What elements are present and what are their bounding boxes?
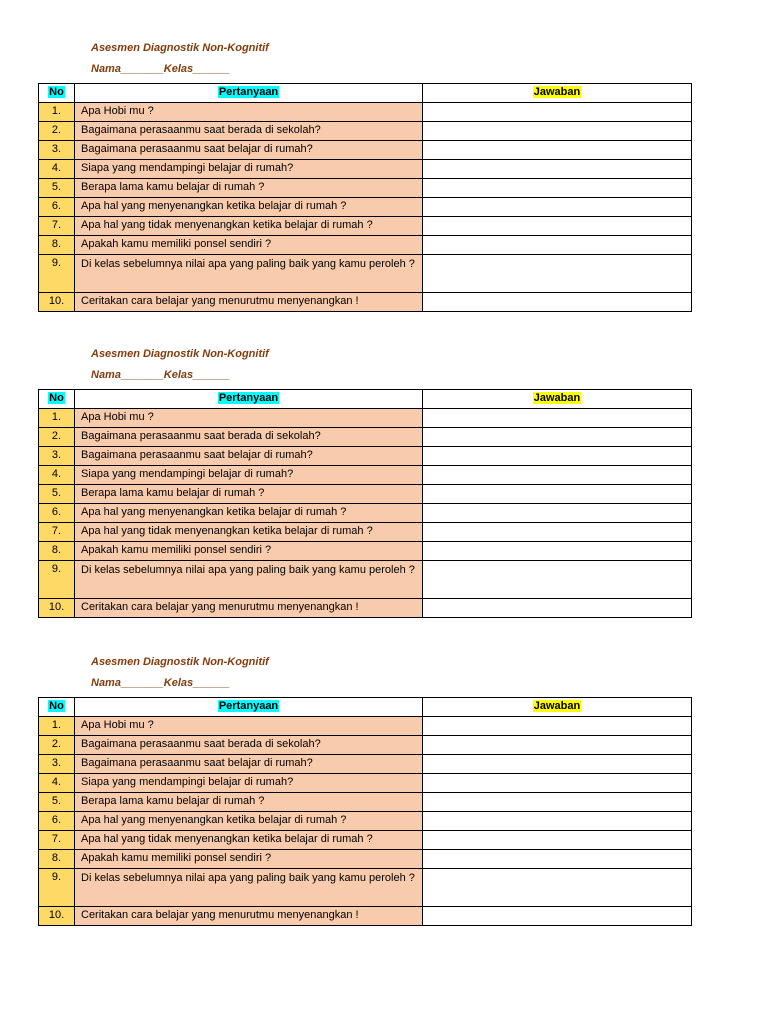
question-text: Berapa lama kamu belajar di rumah ?: [75, 485, 423, 504]
header-no-cell: [39, 698, 75, 717]
table-row: [39, 755, 692, 774]
answer-cell[interactable]: [423, 717, 692, 736]
answer-cell[interactable]: [423, 255, 692, 293]
row-number: 8.: [39, 850, 75, 869]
question-text-wrapped: Di kelas sebelumnya nilai apa yang paling baik yang kamu peroleh ?: [81, 258, 415, 270]
table-row: [39, 523, 692, 542]
table-row: [39, 736, 692, 755]
row-number: 10.: [39, 907, 75, 926]
answer-cell[interactable]: [423, 850, 692, 869]
row-number: 5.: [39, 179, 75, 198]
answer-cell[interactable]: [423, 466, 692, 485]
name-class-line: Nama_______Kelas______: [91, 369, 230, 381]
table-row: [39, 850, 692, 869]
table-row: [39, 409, 692, 428]
question-table: [38, 83, 692, 312]
answer-cell[interactable]: [423, 599, 692, 618]
row-number: 2.: [39, 428, 75, 447]
header-no: No: [49, 392, 64, 404]
question-text: Apa Hobi mu ?: [75, 103, 423, 122]
answer-cell[interactable]: [423, 293, 692, 312]
header-answer: Jawaban: [533, 392, 581, 404]
row-number: 4.: [39, 774, 75, 793]
table-row: [39, 447, 692, 466]
answer-cell[interactable]: [423, 736, 692, 755]
answer-cell[interactable]: [423, 869, 692, 907]
answer-cell[interactable]: [423, 561, 692, 599]
table-header-row: [39, 698, 692, 717]
table-row: [39, 198, 692, 217]
question-text-wrapped: Di kelas sebelumnya nilai apa yang paling baik yang kamu peroleh ?: [81, 564, 415, 576]
question-text: Bagaimana perasaanmu saat berada di sekolah?: [75, 736, 423, 755]
row-number: 4.: [39, 160, 75, 179]
header-answer: Jawaban: [533, 700, 581, 712]
question-text: Ceritakan cara belajar yang menurutmu menyenangkan !: [75, 599, 423, 618]
table-row: [39, 907, 692, 926]
table-row: [39, 869, 692, 907]
answer-cell[interactable]: [423, 428, 692, 447]
header-question: Pertanyaan: [218, 700, 279, 712]
header-question-cell: [75, 84, 423, 103]
header-answer-cell: [423, 84, 692, 103]
row-number: 10.: [39, 293, 75, 312]
question-text: Bagaimana perasaanmu saat belajar di rumah?: [75, 447, 423, 466]
question-text: Berapa lama kamu belajar di rumah ?: [75, 179, 423, 198]
question-text: Apa hal yang tidak menyenangkan ketika belajar di rumah ?: [75, 523, 423, 542]
header-no-cell: [39, 390, 75, 409]
question-text: Apa hal yang menyenangkan ketika belajar di rumah ?: [75, 812, 423, 831]
question-text: Apa hal yang tidak menyenangkan ketika belajar di rumah ?: [75, 831, 423, 850]
row-number: 2.: [39, 122, 75, 141]
header-question: Pertanyaan: [218, 86, 279, 98]
question-table: [38, 389, 692, 618]
table-row: [39, 485, 692, 504]
row-number: 10.: [39, 599, 75, 618]
row-number: 5.: [39, 793, 75, 812]
question-text: Siapa yang mendampingi belajar di rumah?: [75, 466, 423, 485]
question-text: Bagaimana perasaanmu saat belajar di rumah?: [75, 141, 423, 160]
table-row: [39, 542, 692, 561]
row-number: 1.: [39, 103, 75, 122]
form-title: Asesmen Diagnostik Non-Kognitif: [91, 348, 269, 360]
table-header-row: [39, 390, 692, 409]
row-number: 9.: [39, 561, 75, 599]
question-text: Apakah kamu memiliki ponsel sendiri ?: [75, 850, 423, 869]
question-text: Siapa yang mendampingi belajar di rumah?: [75, 774, 423, 793]
question-table: [38, 697, 692, 926]
row-number: 6.: [39, 198, 75, 217]
header-answer-cell: [423, 698, 692, 717]
answer-cell[interactable]: [423, 755, 692, 774]
answer-cell[interactable]: [423, 812, 692, 831]
table-row: [39, 293, 692, 312]
row-number: 9.: [39, 255, 75, 293]
answer-cell[interactable]: [423, 907, 692, 926]
question-text: Apa hal yang menyenangkan ketika belajar di rumah ?: [75, 504, 423, 523]
table-row: [39, 141, 692, 160]
answer-cell[interactable]: [423, 542, 692, 561]
answer-cell[interactable]: [423, 217, 692, 236]
row-number: 7.: [39, 217, 75, 236]
answer-cell[interactable]: [423, 523, 692, 542]
header-no-cell: [39, 84, 75, 103]
table-row: [39, 793, 692, 812]
table-row: [39, 717, 692, 736]
answer-cell[interactable]: [423, 236, 692, 255]
table-row: [39, 428, 692, 447]
question-text: Bagaimana perasaanmu saat berada di sekolah?: [75, 428, 423, 447]
question-text: [75, 561, 423, 599]
question-text-wrapped: Di kelas sebelumnya nilai apa yang paling baik yang kamu peroleh ?: [81, 872, 415, 884]
name-class-line: Nama_______Kelas______: [91, 63, 230, 75]
answer-cell[interactable]: [423, 793, 692, 812]
answer-cell[interactable]: [423, 103, 692, 122]
row-number: 8.: [39, 542, 75, 561]
row-number: 8.: [39, 236, 75, 255]
row-number: 4.: [39, 466, 75, 485]
table-row: [39, 217, 692, 236]
answer-cell[interactable]: [423, 160, 692, 179]
table-row: [39, 831, 692, 850]
table-row: [39, 103, 692, 122]
row-number: 5.: [39, 485, 75, 504]
header-no: No: [49, 86, 64, 98]
header-question-cell: [75, 698, 423, 717]
question-text: [75, 255, 423, 293]
question-text: Ceritakan cara belajar yang menurutmu menyenangkan !: [75, 907, 423, 926]
header-question: Pertanyaan: [218, 392, 279, 404]
table-row: [39, 774, 692, 793]
name-class-line: Nama_______Kelas______: [91, 677, 230, 689]
question-text: Siapa yang mendampingi belajar di rumah?: [75, 160, 423, 179]
header-answer: Jawaban: [533, 86, 581, 98]
question-text: Ceritakan cara belajar yang menurutmu menyenangkan !: [75, 293, 423, 312]
answer-cell[interactable]: [423, 198, 692, 217]
table-header-row: [39, 84, 692, 103]
table-row: [39, 561, 692, 599]
answer-cell[interactable]: [423, 122, 692, 141]
question-text: Apakah kamu memiliki ponsel sendiri ?: [75, 542, 423, 561]
form-title: Asesmen Diagnostik Non-Kognitif: [91, 42, 269, 54]
question-text: Bagaimana perasaanmu saat belajar di rumah?: [75, 755, 423, 774]
row-number: 3.: [39, 141, 75, 160]
answer-cell[interactable]: [423, 504, 692, 523]
row-number: 3.: [39, 755, 75, 774]
answer-cell[interactable]: [423, 409, 692, 428]
answer-cell[interactable]: [423, 485, 692, 504]
table-row: [39, 466, 692, 485]
question-text: Bagaimana perasaanmu saat berada di sekolah?: [75, 122, 423, 141]
table-row: [39, 504, 692, 523]
answer-cell[interactable]: [423, 141, 692, 160]
row-number: 6.: [39, 504, 75, 523]
answer-cell[interactable]: [423, 831, 692, 850]
table-row: [39, 812, 692, 831]
answer-cell[interactable]: [423, 179, 692, 198]
row-number: 7.: [39, 831, 75, 850]
row-number: 3.: [39, 447, 75, 466]
form-title: Asesmen Diagnostik Non-Kognitif: [91, 656, 269, 668]
row-number: 9.: [39, 869, 75, 907]
header-answer-cell: [423, 390, 692, 409]
question-text: Apa Hobi mu ?: [75, 409, 423, 428]
question-text: Apakah kamu memiliki ponsel sendiri ?: [75, 236, 423, 255]
header-question-cell: [75, 390, 423, 409]
table-row: [39, 599, 692, 618]
question-text: Berapa lama kamu belajar di rumah ?: [75, 793, 423, 812]
answer-cell[interactable]: [423, 774, 692, 793]
row-number: 1.: [39, 409, 75, 428]
row-number: 7.: [39, 523, 75, 542]
row-number: 1.: [39, 717, 75, 736]
question-text: Apa hal yang menyenangkan ketika belajar di rumah ?: [75, 198, 423, 217]
table-row: [39, 160, 692, 179]
header-no: No: [49, 700, 64, 712]
answer-cell[interactable]: [423, 447, 692, 466]
question-text: [75, 869, 423, 907]
question-text: Apa hal yang tidak menyenangkan ketika belajar di rumah ?: [75, 217, 423, 236]
row-number: 2.: [39, 736, 75, 755]
row-number: 6.: [39, 812, 75, 831]
question-text: Apa Hobi mu ?: [75, 717, 423, 736]
table-row: [39, 255, 692, 293]
table-row: [39, 179, 692, 198]
table-row: [39, 236, 692, 255]
table-row: [39, 122, 692, 141]
